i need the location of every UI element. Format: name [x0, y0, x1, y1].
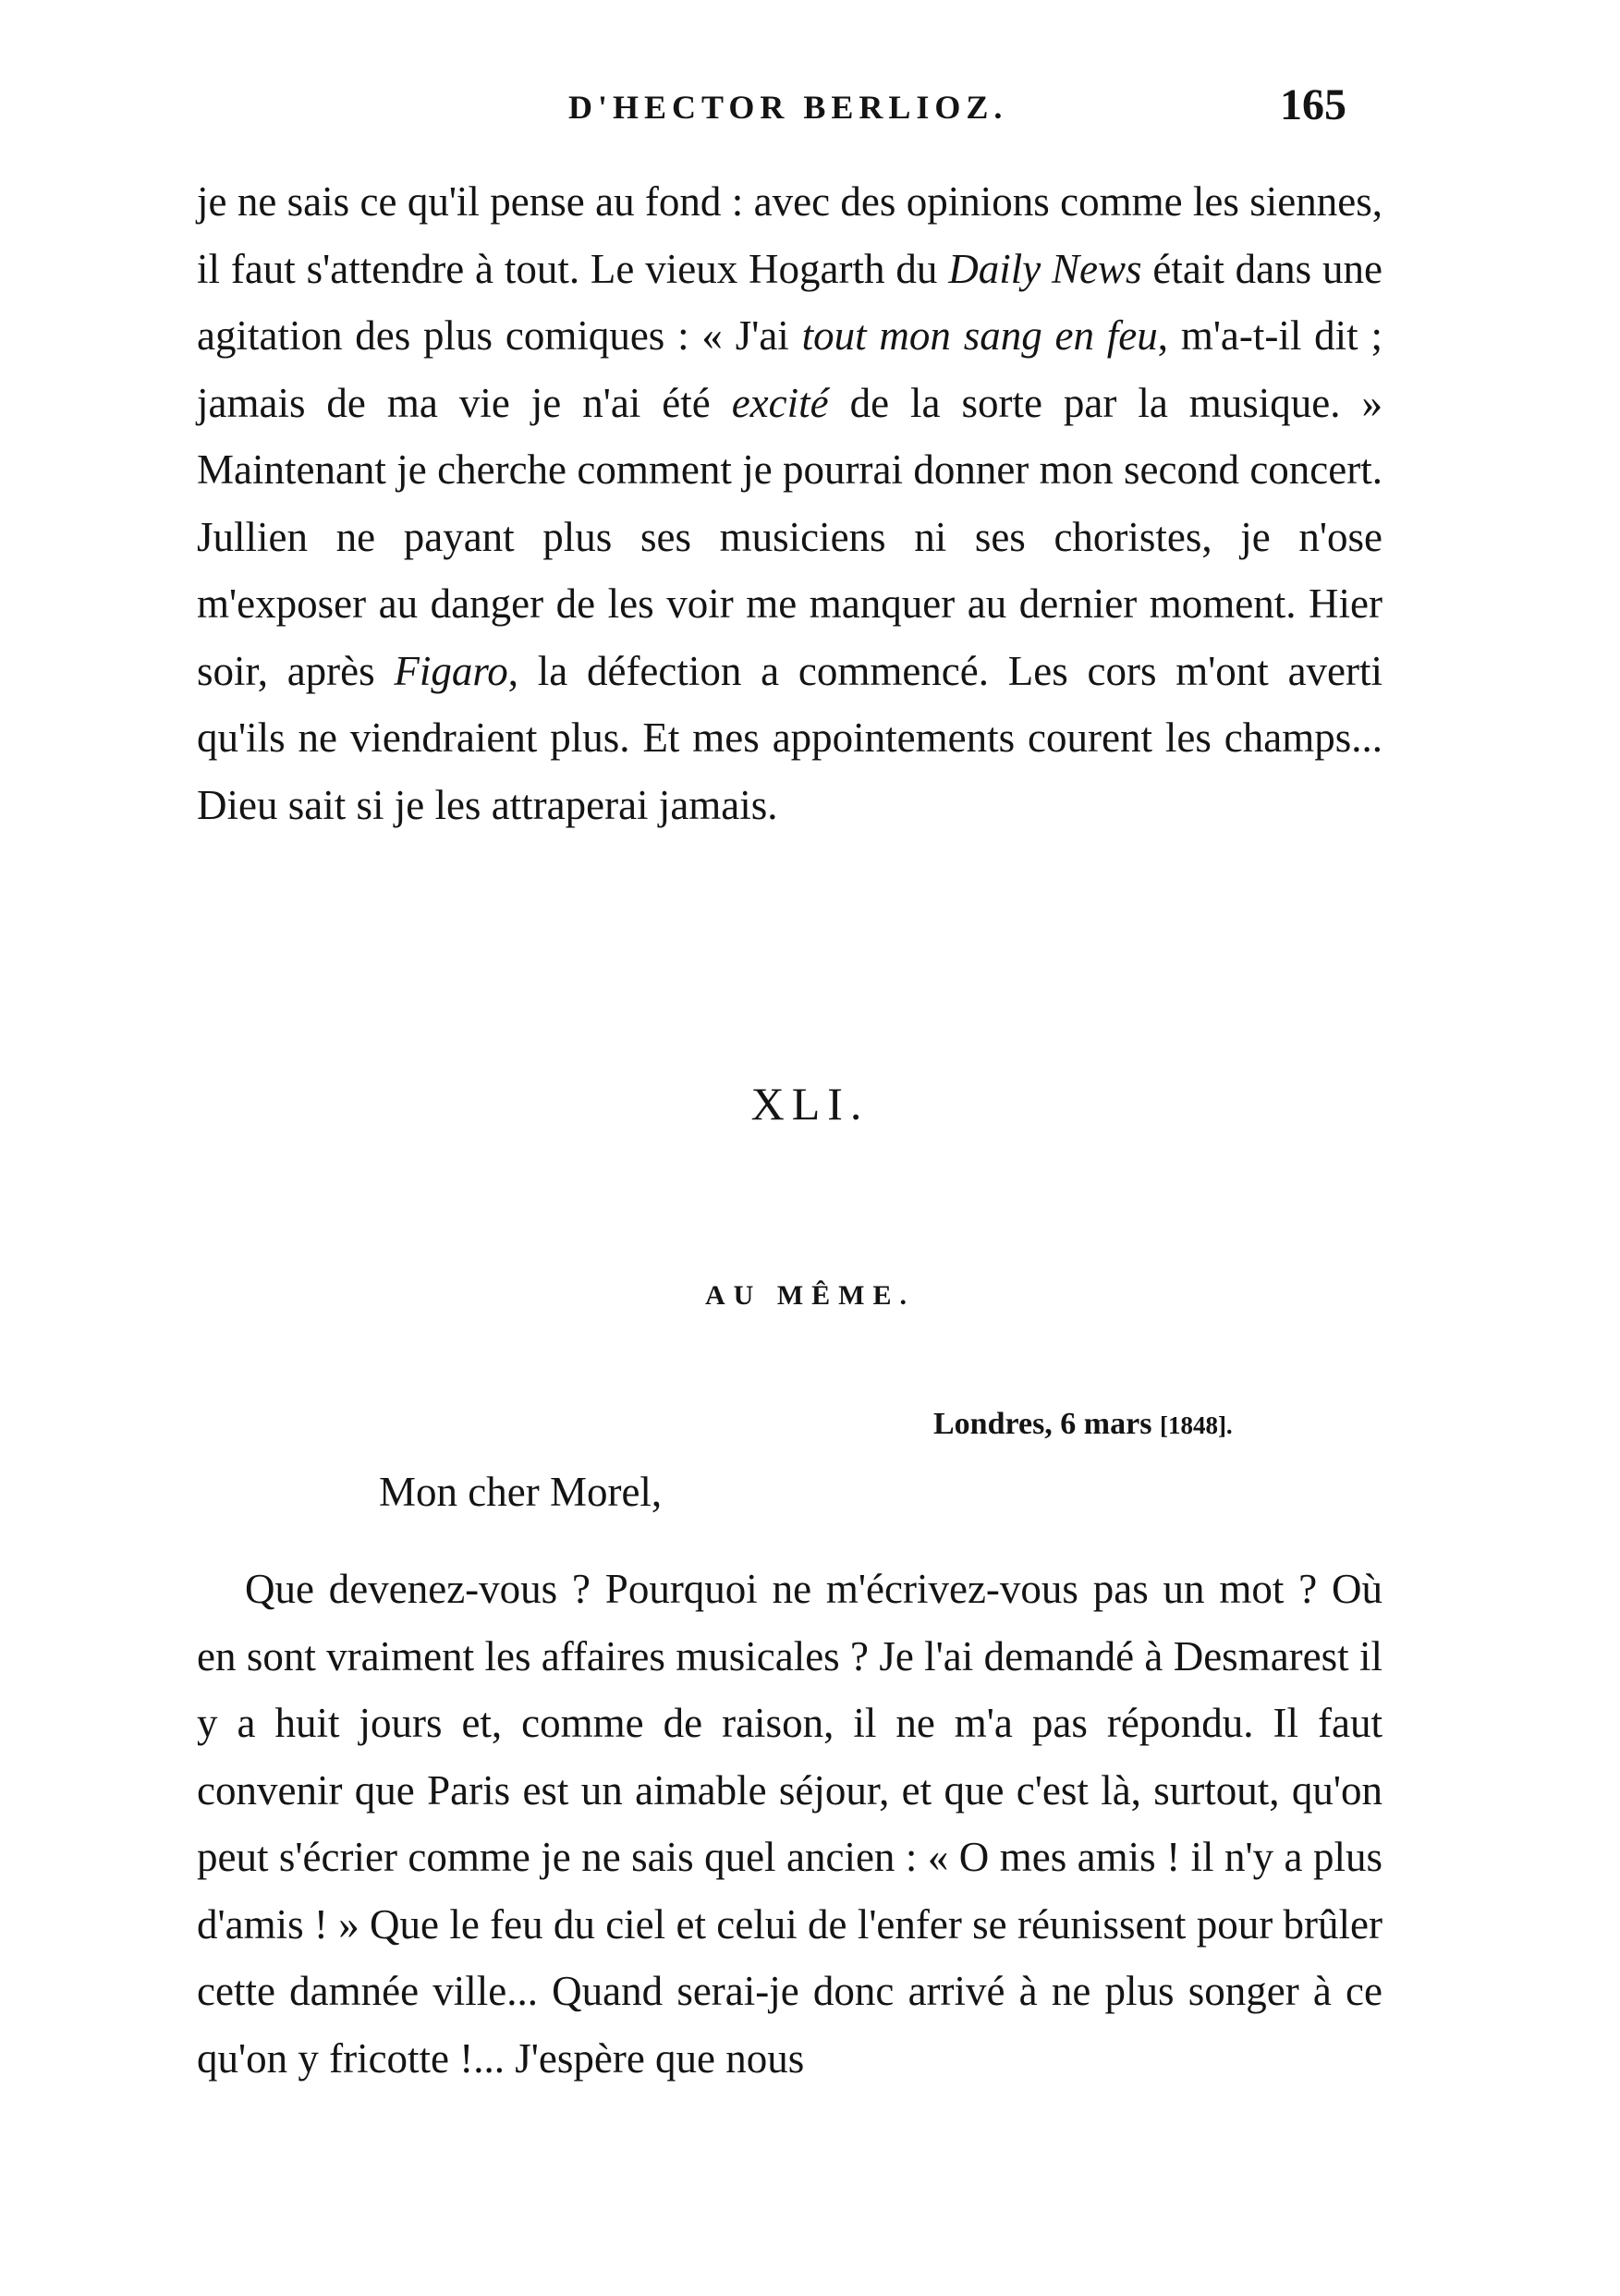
opera-title: Figaro	[394, 647, 508, 694]
text-segment: je ne sais ce qu'il pense au fond : avec des opinions comme les siennes, il faut s'attendre à tout. Le vieux Hogarth du	[197, 178, 1382, 292]
letter-body-paragraph	[197, 1556, 1382, 2092]
letter-body-text: Que devenez-vous ? Pourquoi ne m'écrivez-vous pas un mot ? Où en sont vraiment les affaires musicales ? Je l'ai demandé à Desmarest il y a huit jours et, comme de raison, il ne m'a pas répondu. Il faut convenir que Paris est un aimable séjour, et que c'est là, surtout, qu'on peut s'écrier comme je ne sais quel ancien : « O mes amis ! il n'y a plus d'amis ! » Que le feu du ciel et celui de l'enfer se réunissent pour brûler cette damnée ville... Quand serai-je donc arrivé à ne plus songer à ce qu'on y fricotte !... J'espère que nous	[197, 1566, 1382, 2082]
salutation: Mon cher Morel,	[379, 1469, 663, 1515]
page-number: 165	[1280, 80, 1346, 129]
quoted-phrase: tout mon sang en feu	[801, 312, 1158, 359]
continued-letter-paragraph	[197, 168, 1382, 838]
text-segment: , la défection a commencé. Les cors m'ont averti qu'ils ne viendraient plus. Et mes appointements courent les champs... Dieu sait si je les attraperai jamais.	[197, 647, 1382, 828]
newspaper-title: Daily News	[948, 245, 1142, 292]
letter-dateline	[933, 1407, 1233, 1442]
running-head: D'HECTOR BERLIOZ.	[568, 89, 1008, 126]
text-segment: , m'a-t-il dit ; jamais de ma vie je n'ai été	[197, 312, 1382, 426]
emphasized-word: excité	[731, 379, 829, 426]
date-year: [1848].	[1159, 1411, 1233, 1439]
text-segment: de la sorte par la musique. » Maintenant je cherche comment je pourrai donner mon second concert. Jullien ne payant plus ses musiciens ni ses choristes, je n'ose m'exposer au danger de les voir me manquer au dernier moment. Hier soir, après	[197, 379, 1382, 694]
letter-recipient: AU MÊME.	[705, 1280, 915, 1311]
letter-number: XLI.	[750, 1078, 870, 1130]
date-place: Londres, 6 mars	[933, 1407, 1160, 1441]
text-segment: était dans une agitation des plus comiques : « J'ai	[197, 245, 1382, 359]
